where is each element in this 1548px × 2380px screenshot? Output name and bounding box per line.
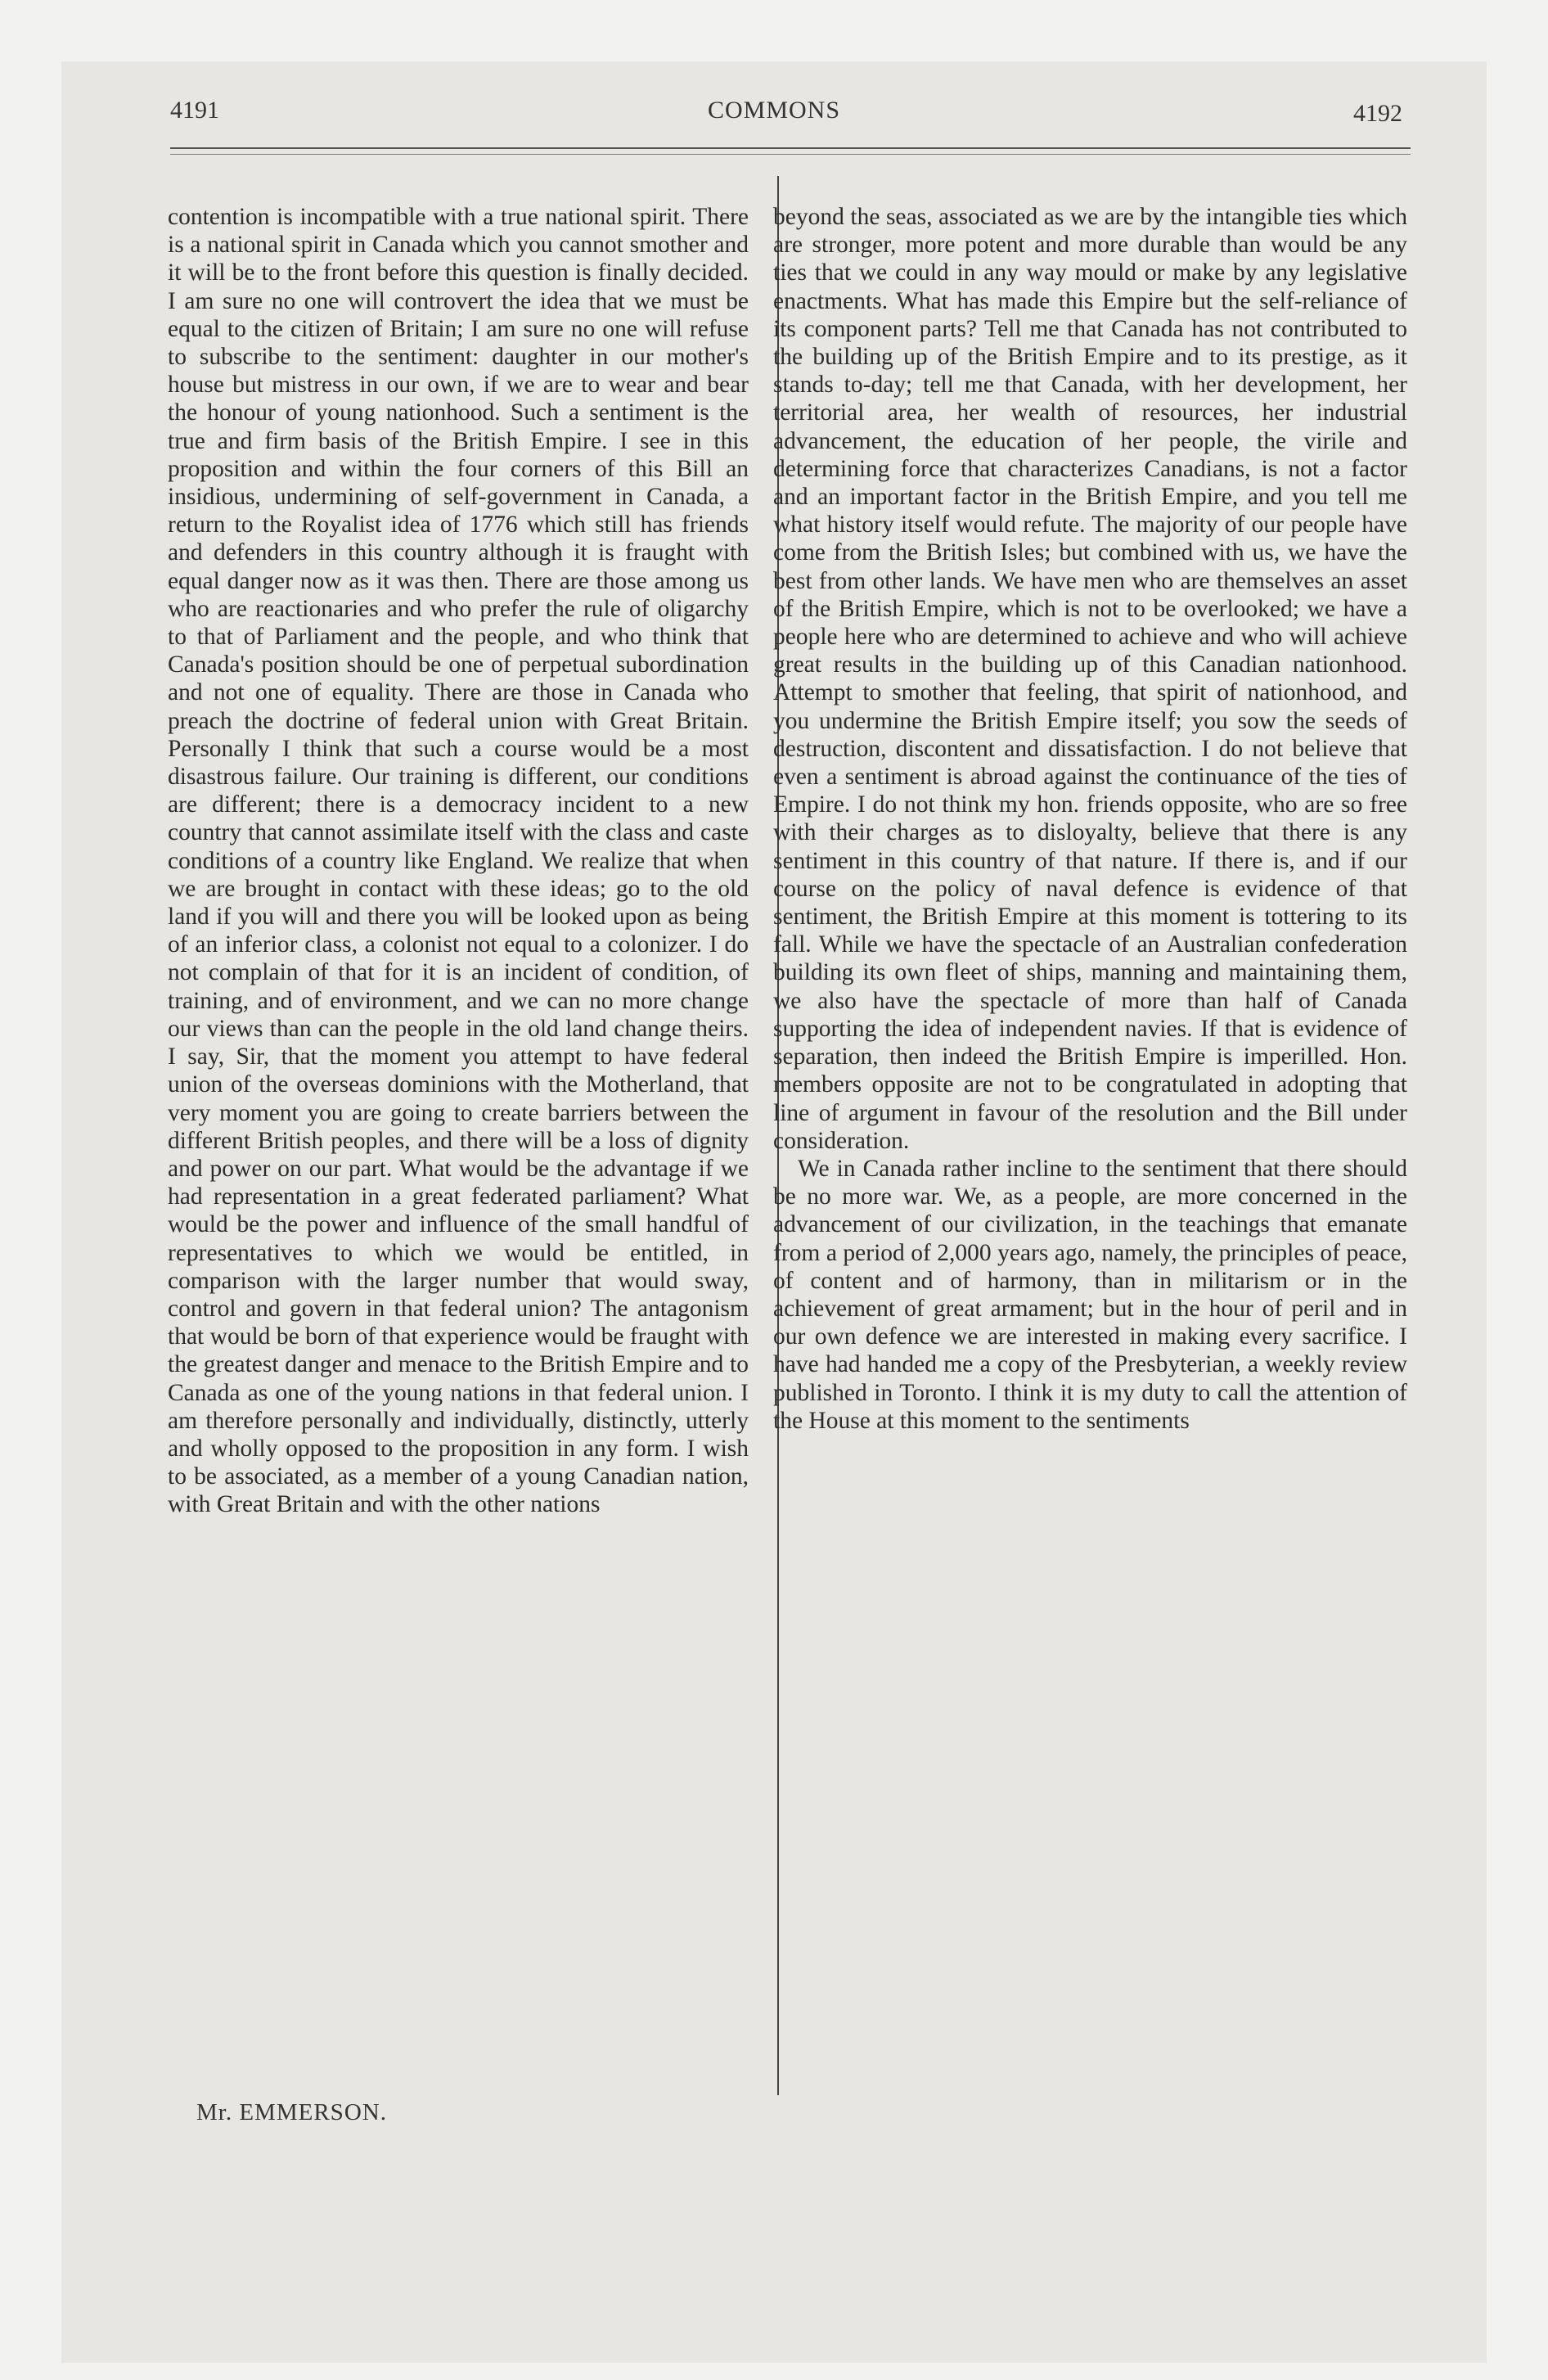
speaker-footer: Mr. EMMERSON.: [196, 2099, 387, 2125]
left-column: [168, 203, 749, 1519]
page-number-right: 4192: [1353, 100, 1402, 127]
header-rule-bottom: [170, 154, 1411, 155]
page-number-left: 4191: [170, 97, 219, 124]
right-column: [773, 203, 1407, 1435]
right-paragraph-1: beyond the seas, associated as we are by the intangible ties which are stronger, more potent and more durable than would be any ties that we could in any way mould or make by any legislative enactments. What has made this Empire but the self-reliance of its component parts? Tell me that Canada has not contributed to the building up of the British Empire and to its prestige, as it stands to-day; tell me that Canada, with her development, her territorial area, her wealth of resources, her industrial advancement, the education of her people, the virile and determining force that characterizes Canadians, is not a factor and an important factor in the British Empire, and you tell me what history itself would refute. The majority of our people have come from the British Isles; but combined with us, we have the best from other lands. We have men who are themselves an asset of the British Empire, which is not to be overlooked; we have a people here who are determined to achieve and who will achieve great results in the building up of this Canadian nationhood. Attempt to smother that feeling, that spirit of nationhood, and you undermine the British Empire itself; you sow the seeds of destruction, discontent and dissatisfaction. I do not believe that even a sentiment is abroad against the continuance of the ties of Empire. I do not think my hon. friends opposite, who are so free with their charges as to disloyalty, believe that there is any sentiment in this country of that nature. If there is, and if our course on the policy of naval defence is evidence of that sentiment, the British Empire at this moment is tottering to its fall. While we have the spectacle of an Australian confederation building its own fleet of ships, manning and maintaining them, we also have the spectacle of more than half of Canada supporting the idea of independent navies. If that is evidence of separation, then indeed the British Empire is imperilled. Hon. members opposite are not to be congratulated in adopting that line of argument in favour of the resolution and the Bill under consideration.: [773, 204, 1407, 1154]
header-title: COMMONS: [707, 97, 841, 124]
page-header: [0, 97, 1548, 129]
left-paragraph: contention is incompatible with a true national spirit. There is a national spirit in Canada which you cannot smother and it will be to the front before this question is finally decided. I am sure no one will controvert the idea that we must be equal to the citizen of Britain; I am sure no one will refuse to subscribe to the sentiment: daughter in our mother's house but mistress in our own, if we are to wear and bear the honour of young nationhood. Such a sentiment is the true and firm basis of the British Empire. I see in this proposition and within the four corners of this Bill an insidious, undermining of self-government in Canada, a return to the Royalist idea of 1776 which still has friends and defenders in this country although it is fraught with equal danger now as it was then. There are those among us who are reactionaries and who prefer the rule of oligarchy to that of Parliament and the people, and who think that Canada's position should be one of perpetual subordination and not one of equality. There are those in Canada who preach the doctrine of federal union with Great Britain. Personally I think that such a course would be a most disastrous failure. Our training is different, our conditions are different; there is a democracy incident to a new country that cannot assimilate itself with the class and caste conditions of a country like England. We realize that when we are brought in contact with these ideas; go to the old land if you will and there you will be looked upon as being of an inferior class, a colonist not equal to a colonizer. I do not complain of that for it is an incident of condition, of training, and of environment, and we can no more change our views than can the people in the old land change theirs. I say, Sir, that the moment you attempt to have federal union of the overseas dominions with the Motherland, that very moment you are going to create barriers between the different British peoples, and there will be a loss of dignity and power on our part. What would be the advantage if we had representation in a great federated parliament? What would be the power and influence of the small handful of representatives to which we would be entitled, in comparison with the larger number that would sway, control and govern in that federal union? The antagonism that would be born of that experience would be fraught with the greatest danger and menace to the British Empire and to Canada as one of the young nations in that federal union. I am therefore personally and individually, distinctly, utterly and wholly opposed to the proposition in any form. I wish to be associated, as a member of a young Canadian nation, with Great Britain and with the other nations: [168, 204, 749, 1518]
header-rule-top: [170, 147, 1411, 149]
right-paragraph-2: We in Canada rather incline to the sentiment that there should be no more war. We, as a people, are more concerned in the advancement of our civilization, in the teachings that emanate from a period of 2,000 years ago, namely, the principles of peace, of content and of harmony, than in militarism or in the achievement of great armament; but in the hour of peril and in our own defence we are interested in making every sacrifice. I have had handed me a copy of the Presbyterian, a weekly review published in Toronto. I think it is my duty to call the attention of the House at this moment to the sentiments: [773, 1155, 1407, 1434]
